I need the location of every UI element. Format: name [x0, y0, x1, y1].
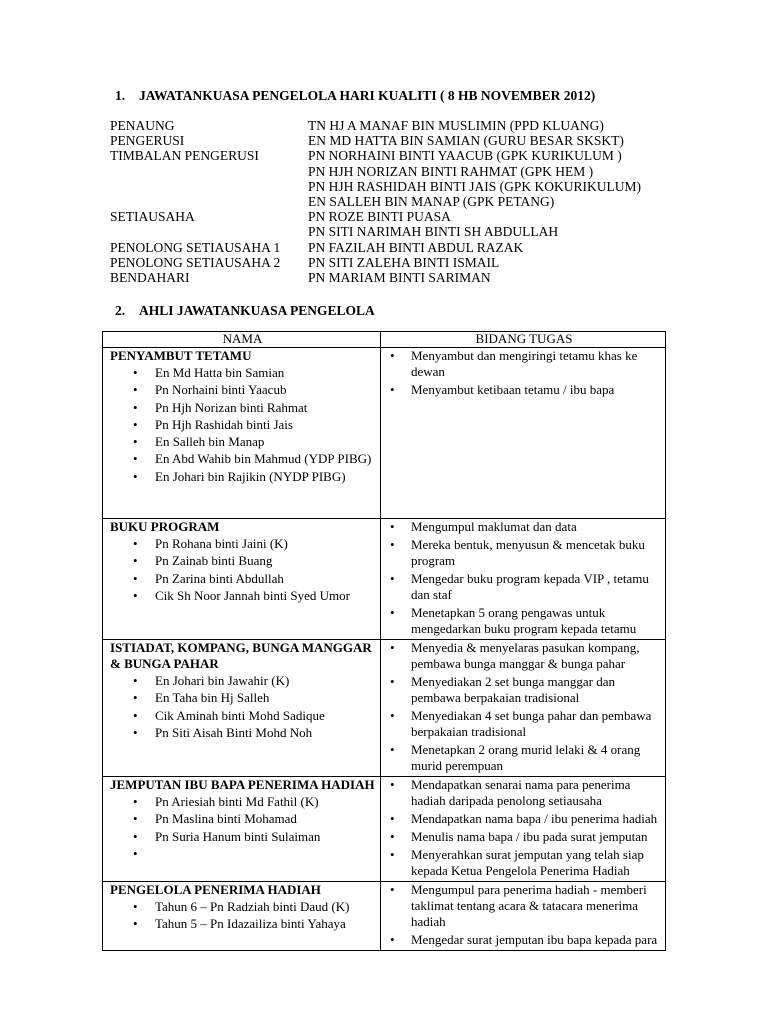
table-row — [103, 882, 666, 951]
committee-row — [110, 118, 670, 133]
committee-row — [110, 164, 670, 179]
member-item: • Pn Suria Hanum binti Sulaiman — [109, 828, 376, 845]
member-item: • En Johari bin Rajikin (NYDP PIBG) — [109, 468, 376, 485]
member-item: • En Md Hatta bin Samian — [109, 364, 376, 381]
task-item: • Menetapkan 5 orang pengawas untuk mengedarkan buku program kepada tetamu — [387, 605, 661, 637]
task-item: • Mengumpul maklumat dan data — [387, 519, 661, 535]
task-item: • Mendapatkan senarai nama para penerima hadiah daripada penolong setiausaha — [387, 777, 661, 809]
committee-row — [110, 240, 670, 255]
member-item: • Pn Hjh Norizan binti Rahmat — [109, 399, 376, 416]
member-item: • Tahun 6 – Pn Radziah binti Daud (K) — [109, 898, 376, 915]
task-item: • Menyambut dan mengiringi tetamu khas ke dewan — [387, 348, 661, 380]
committee-member-name: PN HJH RASHIDAH BINTI JAIS (GPK KOKURIKULUM) — [308, 178, 642, 194]
member-item: • Pn Rohana binti Jaini (K) — [109, 535, 376, 552]
bidang-tugas-cell — [381, 882, 666, 951]
section-2-title: AHLI JAWATANKUASA PENGELOLA — [139, 303, 375, 318]
committee-table — [102, 331, 666, 951]
member-item: • Pn Zainab binti Buang — [109, 552, 376, 569]
committee-role — [110, 194, 308, 209]
member-item: • Pn Siti Aisah Binti Mohd Noh — [109, 724, 376, 741]
member-item: • En Abd Wahib bin Mahmud (YDP PIBG) — [109, 450, 376, 467]
member-list — [109, 898, 376, 933]
committee-member-name: TN HJ A MANAF BIN MUSLIMIN (PPD KLUANG) — [308, 118, 604, 133]
committee-role: SETIAUSAHA — [110, 209, 195, 225]
task-list — [387, 640, 661, 774]
section-2-heading — [115, 303, 375, 319]
committee-role — [110, 224, 308, 239]
header-bidang-tugas: BIDANG TUGAS — [381, 332, 666, 348]
member-item: • En Johari bin Jawahir (K) — [109, 672, 376, 689]
task-item: • Menyerahkan surat jemputan yang telah siap kepada Ketua Pengelola Penerima Hadiah — [387, 847, 661, 879]
committee-member-name: PN ROZE BINTI PUASA — [308, 209, 451, 225]
task-item: • Mengedar buku program kepada VIP , tetamu dan staf — [387, 571, 661, 603]
header-nama: NAMA — [103, 332, 381, 348]
member-item: • Pn Hjh Rashidah binti Jais — [109, 416, 376, 433]
committee-row — [110, 255, 670, 270]
member-item: • Pn Norhaini binti Yaacub — [109, 381, 376, 398]
task-item: • Menetapkan 2 orang murid lelaki & 4 orang murid perempuan — [387, 742, 661, 774]
nama-cell — [103, 519, 381, 640]
task-item: • Menyedia & menyelaras pasukan kompang, pembawa bunga manggar & bunga pahar — [387, 640, 661, 672]
bidang-tugas-cell — [381, 640, 666, 777]
committee-row — [110, 179, 670, 194]
table-header-row — [103, 332, 666, 348]
committee-row — [110, 209, 670, 224]
table-row — [103, 348, 666, 519]
committee-role: PENAUNG — [110, 118, 175, 133]
table-row — [103, 640, 666, 777]
table-row — [103, 519, 666, 640]
task-list — [387, 777, 661, 879]
member-list — [109, 364, 376, 485]
task-item: • Mereka bentuk, menyusun & mencetak buku program — [387, 537, 661, 569]
committee-member-name: PN NORHAINI BINTI YAACUB (GPK KURIKULUM ) — [308, 148, 622, 164]
committee-role: BENDAHARI — [110, 269, 190, 285]
committee-member-name: PN SITI ZALEHA BINTI ISMAIL — [308, 254, 500, 270]
task-item: • Mendapatkan nama bapa / ibu penerima hadiah — [387, 811, 661, 827]
member-item: • Cik Aminah binti Mohd Sadique — [109, 707, 376, 724]
committee-member-name: PN HJH NORIZAN BINTI RAHMAT (GPK HEM ) — [308, 163, 594, 179]
bidang-tugas-cell — [381, 348, 666, 519]
committee-role: PENGERUSI — [110, 133, 185, 149]
committee-member-name: PN FAZILAH BINTI ABDUL RAZAK — [308, 239, 524, 255]
committee-member-name: EN MD HATTA BIN SAMIAN (GURU BESAR SKSKT) — [308, 133, 624, 149]
nama-cell — [103, 882, 381, 951]
nama-cell — [103, 640, 381, 777]
task-item: • Menyambut ketibaan tetamu / ibu bapa — [387, 382, 661, 398]
committee-member-name: PN MARIAM BINTI SARIMAN — [308, 269, 491, 285]
task-list — [387, 348, 661, 398]
committee-role: TIMBALAN PENGERUSI — [110, 148, 259, 164]
nama-cell — [103, 348, 381, 519]
section-1-heading — [115, 88, 595, 104]
member-item: • Pn Ariesiah binti Md Fathil (K) — [109, 793, 376, 810]
member-list — [109, 672, 376, 741]
committee-row — [110, 148, 670, 163]
team-title: ISTIADAT, KOMPANG, BUNGA MANGGAR & BUNGA PAHAR — [110, 640, 372, 671]
team-title: PENGELOLA PENERIMA HADIAH — [110, 882, 321, 897]
member-item: • Pn Maslina binti Mohamad — [109, 810, 376, 827]
committee-role: PENOLONG SETIAUSAHA 2 — [110, 254, 281, 270]
team-title: JEMPUTAN IBU BAPA PENERIMA HADIAH — [110, 777, 375, 792]
member-list — [109, 793, 376, 862]
task-item: • Menyediakan 4 set bunga pahar dan pembawa berpakaian tradisional — [387, 708, 661, 740]
member-item: • En Salleh bin Manap — [109, 433, 376, 450]
committee-member-name: EN SALLEH BIN MANAP (GPK PETANG) — [308, 193, 555, 209]
task-list — [387, 519, 661, 637]
committee-row — [110, 270, 670, 285]
committee-list — [110, 118, 670, 285]
committee-member-name: PN SITI NARIMAH BINTI SH ABDULLAH — [308, 224, 559, 240]
committee-role — [110, 164, 308, 179]
committee-role: PENOLONG SETIAUSAHA 1 — [110, 239, 281, 255]
bidang-tugas-cell — [381, 519, 666, 640]
committee-row — [110, 133, 670, 148]
section-1-number: 1. — [115, 88, 126, 103]
task-item: • Mengumpul para penerima hadiah - memberi taklimat tentang acara & tatacara menerima hadiah — [387, 882, 661, 930]
bidang-tugas-cell — [381, 777, 666, 882]
member-item: • En Taha bin Hj Salleh — [109, 689, 376, 706]
table-row — [103, 777, 666, 882]
member-item: • Pn Zarina binti Abdullah — [109, 570, 376, 587]
member-item — [109, 845, 376, 862]
member-item: • Cik Sh Noor Jannah binti Syed Umor — [109, 587, 376, 604]
committee-row — [110, 194, 670, 209]
section-1-title: JAWATANKUASA PENGELOLA HARI KUALITI ( 8 HB NOVEMBER 2012) — [139, 88, 596, 103]
task-item: • Mengedar surat jemputan ibu bapa kepada para — [387, 932, 661, 948]
section-2-number: 2. — [115, 303, 126, 318]
team-title: BUKU PROGRAM — [110, 519, 220, 534]
member-item: • Tahun 5 – Pn Idazailiza binti Yahaya — [109, 915, 376, 932]
committee-row — [110, 224, 670, 239]
nama-cell — [103, 777, 381, 882]
team-title: PENYAMBUT TETAMU — [110, 348, 252, 363]
member-list — [109, 535, 376, 604]
task-item: • Menyediakan 2 set bunga manggar dan pembawa berpakaian tradisional — [387, 674, 661, 706]
task-list — [387, 882, 661, 948]
task-item: • Menulis nama bapa / ibu pada surat jemputan — [387, 829, 661, 845]
committee-role — [110, 179, 308, 194]
